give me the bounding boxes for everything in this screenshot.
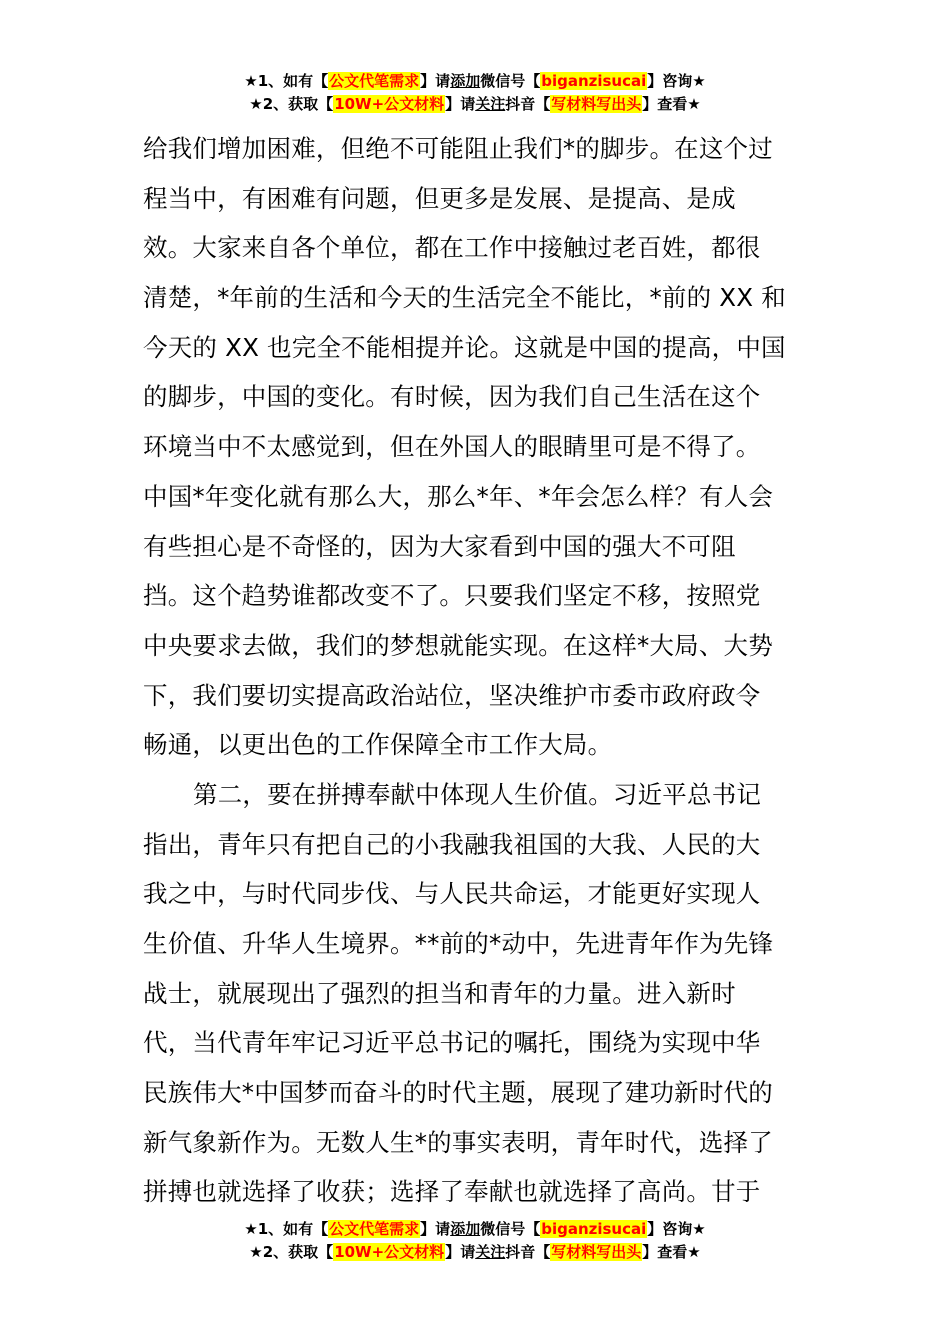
body-line: 中央要求去做，我们的梦想就能实现。在这样*大局、大势 [143, 630, 773, 660]
banner-text: 微信号【 [480, 72, 541, 90]
banner-line-1 [0, 70, 950, 93]
body-line: 下，我们要切实提高政治站位，坚决维护市委市政府政令 [143, 680, 761, 710]
header-banner [0, 70, 950, 116]
banner-text: 微信号【 [480, 1220, 541, 1238]
highlight-service: 公文代笔需求 [329, 72, 420, 90]
document-body [143, 124, 809, 1217]
banner-text-underlined: 关注 [475, 1243, 506, 1261]
body-line: 指出，青年只有把自己的小我融我祖国的大我、人民的大 [143, 829, 761, 859]
banner-line-2 [0, 93, 950, 116]
body-line: 新气象新作为。无数人生*的事实表明，青年时代，选择了 [143, 1127, 773, 1157]
banner-text-underlined: 添加 [450, 72, 481, 90]
body-line: 挡。这个趋势谁都改变不了。只要我们坚定不移，按照党 [143, 581, 761, 611]
banner-text: 】请 [445, 1243, 476, 1261]
body-line: 战士，就展现出了强烈的担当和青年的力量。进入新时 [143, 978, 736, 1008]
body-line: 拼搏也就选择了收获；选择了奉献也就选择了高尚。甘于 [143, 1177, 761, 1207]
body-line: 中国*年变化就有那么大，那么*年、*年会怎么样？有人会 [143, 481, 774, 511]
body-line: 给我们增加困难，但绝不可能阻止我们*的脚步。在这个过 [143, 134, 773, 163]
body-line: 环境当中不太感觉到，但在外国人的眼睛里可是不得了。 [143, 432, 761, 462]
paragraph-start-line: 第二，要在拼搏奉献中体现人生价值。习近平总书记 [193, 779, 762, 809]
banner-text: 】请 [420, 1220, 451, 1238]
banner-text-underlined: 关注 [475, 95, 506, 113]
banner-text: 抖音【 [505, 95, 551, 113]
banner-text: 抖音【 [505, 1243, 551, 1261]
banner-text-underlined: 添加 [450, 1220, 481, 1238]
highlight-service: 公文代笔需求 [329, 1220, 420, 1238]
banner-text: 】请 [420, 72, 451, 90]
body-line: 清楚，*年前的生活和今天的生活完全不能比，*前的 XX 和 [143, 283, 786, 313]
highlight-douyin: 写材料写出头 [551, 95, 642, 113]
highlight-douyin: 写材料写出头 [551, 1243, 642, 1261]
body-line: 有些担心是不奇怪的，因为大家看到中国的强大不可阻 [143, 531, 736, 561]
body-line: 程当中，有困难有问题，但更多是发展、是提高、是成 [143, 183, 736, 213]
banner-text: 】查看★ [642, 95, 701, 113]
highlight-wechat-id: biganzisucai [541, 72, 647, 90]
banner-text: 】咨询★ [647, 72, 706, 90]
body-line: 今天的 XX 也完全不能相提并论。这就是中国的提高，中国 [143, 332, 786, 362]
highlight-wechat-id: biganzisucai [541, 1220, 647, 1238]
banner-line-2 [0, 1241, 950, 1264]
body-line: 畅通，以更出色的工作保障全市工作大局。 [143, 730, 613, 760]
body-line: 代，当代青年牢记习近平总书记的嘱托，围绕为实现中华 [143, 1028, 761, 1058]
banner-line-1 [0, 1218, 950, 1241]
highlight-materials: 10W+公文材料 [334, 95, 445, 113]
banner-text: ★1、如有【 [244, 72, 329, 90]
body-line: 生价值、升华人生境界。**前的*动中，先进青年作为先锋 [143, 929, 774, 958]
banner-text: 】咨询★ [647, 1220, 706, 1238]
body-line: 民族伟大*中国梦而奋斗的时代主题，展现了建功新时代的 [143, 1078, 773, 1108]
body-line: 效。大家来自各个单位，都在工作中接触过老百姓，都很 [143, 233, 761, 263]
body-line: 的脚步，中国的变化。有时候，因为我们自己生活在这个 [143, 382, 761, 412]
body-line: 我之中，与时代同步伐、与人民共命运，才能更好实现人 [143, 879, 761, 909]
banner-text: ★2、获取【 [249, 1243, 334, 1261]
banner-text: ★2、获取【 [249, 95, 334, 113]
highlight-materials: 10W+公文材料 [334, 1243, 445, 1261]
banner-text: ★1、如有【 [244, 1220, 329, 1238]
banner-text: 】查看★ [642, 1243, 701, 1261]
banner-text: 】请 [445, 95, 476, 113]
footer-banner [0, 1218, 950, 1264]
